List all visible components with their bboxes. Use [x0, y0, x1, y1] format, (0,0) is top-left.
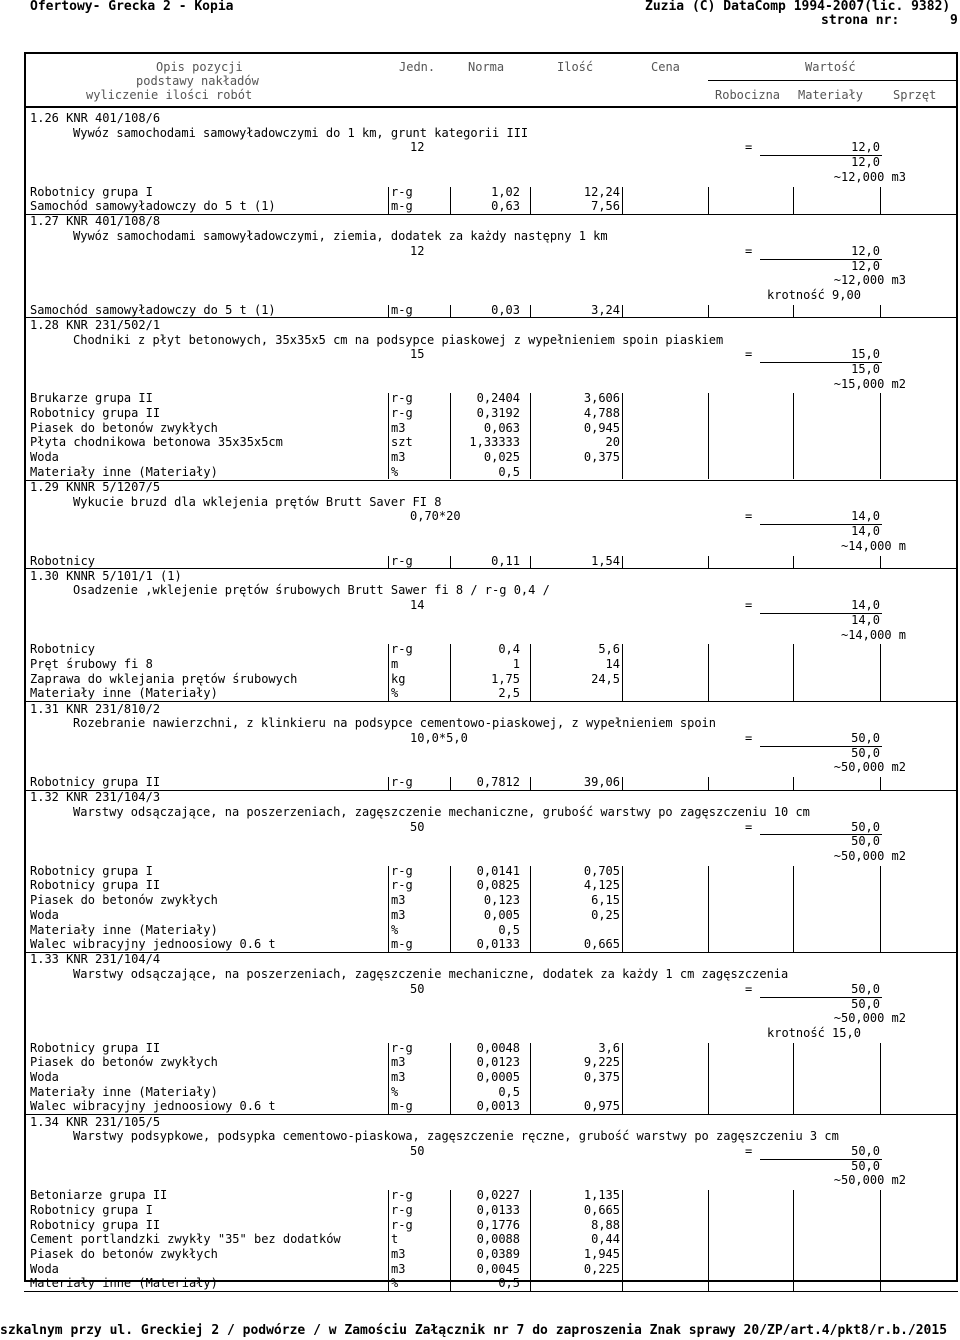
header-divider [24, 106, 958, 108]
position-divider [24, 214, 958, 215]
column-tick [530, 305, 531, 318]
resource-unit: m-g [391, 199, 413, 214]
document-title: Ofertowy- Grecka 2 - Kopia [30, 0, 234, 14]
column-tick [880, 777, 881, 790]
calc-value: 14,0 [851, 509, 880, 524]
column-tick [530, 1190, 531, 1291]
resource-quantity: 8,88 [591, 1217, 620, 1232]
calc-total: 50,0 [851, 996, 880, 1011]
column-tick [708, 393, 709, 479]
resource-name: Cement portlandzki zwykły "35" bez dodatków [30, 1232, 341, 1247]
resource-unit: m3 [391, 1055, 406, 1070]
resource-unit: r-g [391, 1188, 413, 1203]
resource-quantity: 0,225 [583, 1261, 620, 1276]
resource-norma: 0,5 [498, 1276, 520, 1291]
col-opis-1: Opis pozycji [156, 60, 243, 74]
resource-name: Walec wibracyjny jednoosiowy 0.6 t [30, 1099, 276, 1114]
column-tick [388, 1043, 389, 1115]
column-tick [622, 393, 623, 479]
column-tick [450, 866, 451, 952]
column-tick [622, 777, 623, 790]
resource-quantity: 0,44 [591, 1232, 620, 1247]
column-tick [880, 1043, 881, 1115]
quantity-formula: 12 [410, 140, 425, 155]
position-divider [24, 317, 958, 318]
resource-name: Piasek do betonów zwykłych [30, 420, 218, 435]
calc-result: ~50,000 m2 [833, 1011, 906, 1026]
calc-total: 12,0 [851, 258, 880, 273]
calc-result: ~12,000 m3 [833, 273, 906, 288]
position-id: 1.27 KNR 401/108/8 [30, 214, 161, 229]
position-divider [24, 1114, 958, 1115]
column-tick [793, 866, 794, 952]
resource-name: Robotnicy grupa II [30, 775, 161, 789]
resource-norma: 0,063 [483, 420, 520, 435]
calc-total: 15,0 [851, 361, 880, 376]
resource-name: Robotnicy grupa I [30, 1202, 153, 1217]
resource-quantity: 6,15 [591, 893, 620, 908]
equals-sign: = [745, 730, 753, 745]
column-tick [708, 1043, 709, 1115]
resource-unit: kg [391, 671, 406, 686]
resource-norma: 0,1776 [476, 1217, 520, 1232]
resource-name: Woda [30, 1261, 59, 1276]
resource-unit: % [391, 464, 399, 479]
resource-quantity: 4,125 [583, 878, 620, 893]
equals-sign: = [745, 598, 753, 613]
resource-quantity: 0,665 [583, 1202, 620, 1217]
resource-name: Materiały inne (Materiały) [30, 922, 218, 937]
resource-norma: 0,005 [483, 907, 520, 922]
resource-quantity: 3,606 [583, 391, 620, 406]
column-tick [530, 777, 531, 790]
column-tick [622, 1190, 623, 1291]
resource-quantity: 0,25 [591, 907, 620, 922]
column-tick [388, 1190, 389, 1291]
resource-quantity: 0,705 [583, 863, 620, 878]
multiplier: krotność 9,00 [767, 287, 861, 302]
column-tick [450, 777, 451, 790]
column-tick [622, 187, 623, 214]
calc-result: ~12,000 m3 [833, 169, 906, 184]
resource-quantity: 9,225 [583, 1055, 620, 1070]
calc-total: 50,0 [851, 1158, 880, 1173]
col-materialy: Materiały [798, 88, 864, 102]
resource-name: Betoniarze grupa II [30, 1188, 168, 1203]
column-tick [708, 1190, 709, 1291]
resource-quantity: 5,6 [598, 642, 620, 657]
column-tick [622, 556, 623, 569]
position-description: Warstwy odsączające, na poszerzeniach, zagęszczenie mechaniczne, grubość warstwy po zagęszczeniu 10 cm [73, 804, 810, 819]
resource-norma: 0,123 [483, 893, 520, 908]
resource-name: Robotnicy grupa II [30, 1040, 161, 1055]
column-tick [530, 393, 531, 479]
resource-name: Samochód samowyładowczy do 5 t (1) [30, 199, 276, 214]
position-divider [24, 480, 958, 481]
column-tick [880, 393, 881, 479]
calc-total: 14,0 [851, 612, 880, 627]
resource-name: Brukarze grupa II [30, 391, 153, 406]
equals-sign: = [745, 1144, 753, 1158]
calc-value: 12,0 [851, 140, 880, 155]
quantity-formula: 10,0*5,0 [410, 730, 468, 745]
column-tick [622, 866, 623, 952]
position-description: Chodniki z płyt betonowych, 35x35x5 cm na podsypce piaskowej z wypełnieniem spoin piaskiem [73, 332, 724, 347]
column-tick [880, 644, 881, 701]
resource-quantity: 24,5 [591, 671, 620, 686]
position-id: 1.34 KNR 231/105/5 [30, 1114, 161, 1129]
position-id: 1.26 KNR 401/108/6 [30, 111, 161, 125]
position-description: Wywóz samochodami samowyładowczymi, ziemia, dodatek za każdy następny 1 km [73, 229, 608, 244]
resource-unit: % [391, 686, 399, 701]
position-id: 1.29 KNNR 5/1207/5 [30, 480, 161, 494]
col-opis-2: podstawy nakładów [136, 74, 259, 88]
resource-quantity: 0,375 [583, 450, 620, 465]
equals-sign: = [745, 347, 753, 362]
resource-unit: r-g [391, 642, 413, 657]
resource-unit: r-g [391, 878, 413, 893]
equals-sign: = [745, 819, 753, 834]
resource-name: Robotnicy grupa II [30, 1217, 161, 1232]
column-tick [793, 393, 794, 479]
quantity-formula: 0,70*20 [410, 509, 461, 524]
resource-name: Robotnicy grupa I [30, 184, 153, 199]
resource-quantity: 1,135 [583, 1188, 620, 1203]
column-tick [708, 777, 709, 790]
calc-total: 14,0 [851, 524, 880, 539]
resource-quantity: 14 [605, 656, 620, 671]
resource-norma: 1,75 [491, 671, 520, 686]
resource-unit: r-g [391, 775, 413, 789]
resource-norma: 0,0123 [476, 1055, 520, 1070]
resource-quantity: 0,375 [583, 1070, 620, 1084]
position-description: Osadzenie ,wklejenie prętów śrubowych Brutt Sawer fi 8 / r-g 0,4 / [73, 583, 550, 598]
column-tick [708, 187, 709, 214]
resource-quantity: 7,56 [591, 199, 620, 214]
column-tick [880, 556, 881, 569]
multiplier: krotność 15,0 [767, 1025, 861, 1040]
resource-name: Materiały inne (Materiały) [30, 686, 218, 701]
column-tick [530, 866, 531, 952]
resource-norma: 0,63 [491, 199, 520, 214]
resource-norma: 1 [512, 656, 520, 671]
column-tick [450, 393, 451, 479]
resource-norma: 0,5 [498, 1084, 520, 1099]
col-robocizna: Robocizna [715, 88, 781, 102]
resource-unit: m3 [391, 450, 406, 465]
calc-value: 12,0 [851, 243, 880, 258]
resource-norma: 0,3192 [476, 406, 520, 420]
resource-unit: m3 [391, 893, 406, 908]
resource-name: Robotnicy [30, 642, 96, 657]
resource-quantity: 1,54 [591, 553, 620, 568]
calc-value: 50,0 [851, 1144, 880, 1158]
column-tick [450, 1043, 451, 1115]
header-divider-wartosc [708, 80, 958, 81]
resource-unit: r-g [391, 1217, 413, 1232]
position-divider [24, 952, 958, 953]
resource-norma: 2,5 [498, 686, 520, 701]
calc-result: ~14,000 m [840, 538, 906, 553]
resource-unit: % [391, 1084, 399, 1099]
column-tick [530, 644, 531, 701]
calc-result: ~14,000 m [840, 627, 906, 642]
resource-unit: r-g [391, 1040, 413, 1055]
column-tick [388, 187, 389, 214]
column-tick [708, 556, 709, 569]
resource-unit: m3 [391, 420, 406, 435]
software-label: Zuzia (C) DataComp 1994-2007(lic. 9382) [645, 0, 951, 14]
col-sprzet: Sprzęt [893, 88, 937, 102]
column-tick [530, 556, 531, 569]
resource-name: Walec wibracyjny jednoosiowy 0.6 t [30, 937, 276, 952]
resource-norma: 0,0825 [476, 878, 520, 893]
resource-norma: 0,0048 [476, 1040, 520, 1055]
quantity-formula: 12 [410, 243, 425, 258]
column-tick [880, 866, 881, 952]
resource-quantity: 20 [605, 435, 620, 450]
resource-norma: 0,0389 [476, 1246, 520, 1261]
column-tick [388, 305, 389, 318]
col-opis-3: wyliczenie ilości robót [86, 88, 253, 102]
resource-name: Woda [30, 907, 59, 922]
position-id: 1.31 KNR 231/810/2 [30, 701, 161, 716]
column-tick [622, 1043, 623, 1115]
resource-name: Robotnicy [30, 553, 96, 568]
resource-quantity: 4,788 [583, 406, 620, 420]
column-tick [530, 1043, 531, 1115]
resource-quantity: 12,24 [583, 184, 620, 199]
column-tick [793, 187, 794, 214]
resource-name: Materiały inne (Materiały) [30, 1084, 218, 1099]
position-description: Wywóz samochodami samowyładowczymi do 1 km, grunt kategorii III [73, 125, 529, 140]
equals-sign: = [745, 140, 753, 155]
resource-name: Płyta chodnikowa betonowa 35x35x5cm [30, 435, 283, 450]
resource-name: Materiały inne (Materiały) [30, 464, 218, 479]
resource-unit: m-g [391, 937, 413, 952]
position-id: 1.33 KNR 231/104/4 [30, 952, 161, 967]
resource-unit: r-g [391, 863, 413, 878]
col-ilosc: Ilość [557, 60, 594, 74]
resource-norma: 1,02 [491, 184, 520, 199]
column-tick [708, 644, 709, 701]
calc-value: 14,0 [851, 598, 880, 613]
col-wartosc: Wartość [805, 60, 856, 74]
resource-unit: r-g [391, 406, 413, 420]
calc-total: 50,0 [851, 745, 880, 760]
resource-unit: r-g [391, 391, 413, 406]
resource-norma: 0,0227 [476, 1188, 520, 1203]
calc-value: 50,0 [851, 730, 880, 745]
resource-name: Robotnicy grupa I [30, 863, 153, 878]
resource-unit: t [391, 1232, 399, 1247]
col-jedn: Jedn. [399, 60, 436, 74]
position-divider [24, 701, 958, 702]
resource-norma: 0,5 [498, 922, 520, 937]
resource-norma: 0,0141 [476, 863, 520, 878]
resource-norma: 0,0133 [476, 937, 520, 952]
resource-norma: 0,2404 [476, 391, 520, 406]
column-tick [450, 305, 451, 318]
calc-result: ~50,000 m2 [833, 849, 906, 863]
column-tick [388, 644, 389, 701]
page-number: 9 [950, 13, 958, 28]
resource-quantity: 0,945 [583, 420, 620, 435]
position-description: Rozebranie nawierzchni, z klinkieru na podsypce cementowo-piaskowej, z wypełnieniem spoin [73, 716, 716, 731]
resource-norma: 0,025 [483, 450, 520, 465]
resource-norma: 0,03 [491, 302, 520, 317]
page-footer: szkalnym przy ul. Greckiej 2 / podwórze / w Zamościu Załącznik nr 7 do zaproszenia Znak sprawy 20/ZP/art.4/pkt8/r.b./2015 [0, 1323, 948, 1338]
column-tick [880, 187, 881, 214]
resource-unit: r-g [391, 184, 413, 199]
column-tick [388, 866, 389, 952]
resource-norma: 0,0045 [476, 1261, 520, 1276]
position-description: Wykucie bruzd dla wklejenia prętów Brutt Saver FI 8 [73, 494, 442, 509]
column-tick [450, 644, 451, 701]
equals-sign: = [745, 509, 753, 524]
resource-unit: % [391, 922, 399, 937]
resource-norma: 0,0013 [476, 1099, 520, 1114]
resource-norma: 0,11 [491, 553, 520, 568]
resource-norma: 0,5 [498, 464, 520, 479]
calc-result: ~50,000 m2 [833, 1173, 906, 1188]
resource-norma: 0,7812 [476, 775, 520, 789]
resource-name: Materiały inne (Materiały) [30, 1276, 218, 1291]
quantity-formula: 15 [410, 347, 425, 362]
column-tick [450, 187, 451, 214]
column-tick [793, 305, 794, 318]
calc-total: 50,0 [851, 834, 880, 849]
position-description: Warstwy odsączające, na poszerzeniach, zagęszczenie mechaniczne, dodatek za każdy 1 cm zagęszczenia [73, 967, 789, 982]
resource-norma: 0,0005 [476, 1070, 520, 1084]
resource-name: Robotnicy grupa II [30, 406, 161, 420]
resource-name: Piasek do betonów zwykłych [30, 1246, 218, 1261]
resource-quantity: 3,6 [598, 1040, 620, 1055]
resource-quantity: 0,975 [583, 1099, 620, 1114]
resource-name: Samochód samowyładowczy do 5 t (1) [30, 302, 276, 317]
position-id: 1.32 KNR 231/104/3 [30, 790, 161, 805]
resource-norma: 1,33333 [469, 435, 520, 450]
column-tick [388, 556, 389, 569]
column-tick [793, 644, 794, 701]
resource-unit: m3 [391, 907, 406, 922]
resource-name: Zaprawa do wklejania prętów śrubowych [30, 671, 298, 686]
column-tick [622, 644, 623, 701]
resource-unit: m3 [391, 1246, 406, 1261]
column-tick [793, 1043, 794, 1115]
resource-norma: 0,4 [498, 642, 520, 657]
column-tick [793, 777, 794, 790]
quantity-formula: 50 [410, 819, 425, 834]
calc-result: ~50,000 m2 [833, 760, 906, 775]
resource-unit: % [391, 1276, 399, 1291]
quantity-formula: 50 [410, 981, 425, 996]
column-tick [388, 777, 389, 790]
resource-name: Piasek do betonów zwykłych [30, 1055, 218, 1070]
column-tick [708, 866, 709, 952]
resource-norma: 0,0088 [476, 1232, 520, 1247]
position-id: 1.28 KNR 231/502/1 [30, 317, 161, 332]
quantity-formula: 50 [410, 1144, 425, 1158]
resource-unit: r-g [391, 553, 413, 568]
calc-result: ~15,000 m2 [833, 376, 906, 391]
calc-value: 50,0 [851, 981, 880, 996]
position-id: 1.30 KNNR 5/101/1 (1) [30, 568, 182, 583]
resource-unit: m [391, 656, 399, 671]
resource-name: Woda [30, 1070, 59, 1084]
column-tick [880, 305, 881, 318]
resource-quantity: 1,945 [583, 1246, 620, 1261]
resource-unit: m-g [391, 1099, 413, 1114]
resource-unit: r-g [391, 1202, 413, 1217]
column-tick [530, 187, 531, 214]
column-tick [793, 556, 794, 569]
calc-total: 12,0 [851, 155, 880, 170]
resource-name: Piasek do betonów zwykłych [30, 893, 218, 908]
resource-name: Woda [30, 450, 59, 465]
resource-unit: m-g [391, 302, 413, 317]
calc-value: 15,0 [851, 347, 880, 362]
position-divider [24, 790, 958, 791]
col-cena: Cena [651, 60, 680, 74]
resource-name: Robotnicy grupa II [30, 878, 161, 893]
calc-value: 50,0 [851, 819, 880, 834]
resource-quantity: 0,665 [583, 937, 620, 952]
column-tick [450, 556, 451, 569]
resource-unit: szt [391, 435, 413, 450]
column-tick [793, 1190, 794, 1291]
position-divider [24, 1291, 958, 1292]
column-tick [880, 1190, 881, 1291]
resource-quantity: 3,24 [591, 302, 620, 317]
resource-name: Pręt śrubowy fi 8 [30, 656, 153, 671]
column-tick [622, 305, 623, 318]
column-tick [450, 1190, 451, 1291]
position-description: Warstwy podsypkowe, podsypka cementowo-piaskowa, zagęszczenie ręczne, grubość warstwy po zagęszczeniu 3 cm [73, 1129, 839, 1144]
page-number-label: strona nr: [821, 13, 900, 28]
equals-sign: = [745, 981, 753, 996]
resource-quantity: 39,06 [583, 775, 620, 789]
quantity-formula: 14 [410, 598, 425, 613]
col-norma: Norma [468, 60, 505, 74]
column-tick [708, 305, 709, 318]
resource-norma: 0,0133 [476, 1202, 520, 1217]
equals-sign: = [745, 243, 753, 258]
resource-unit: m3 [391, 1261, 406, 1276]
column-tick [388, 393, 389, 479]
resource-unit: m3 [391, 1070, 406, 1084]
